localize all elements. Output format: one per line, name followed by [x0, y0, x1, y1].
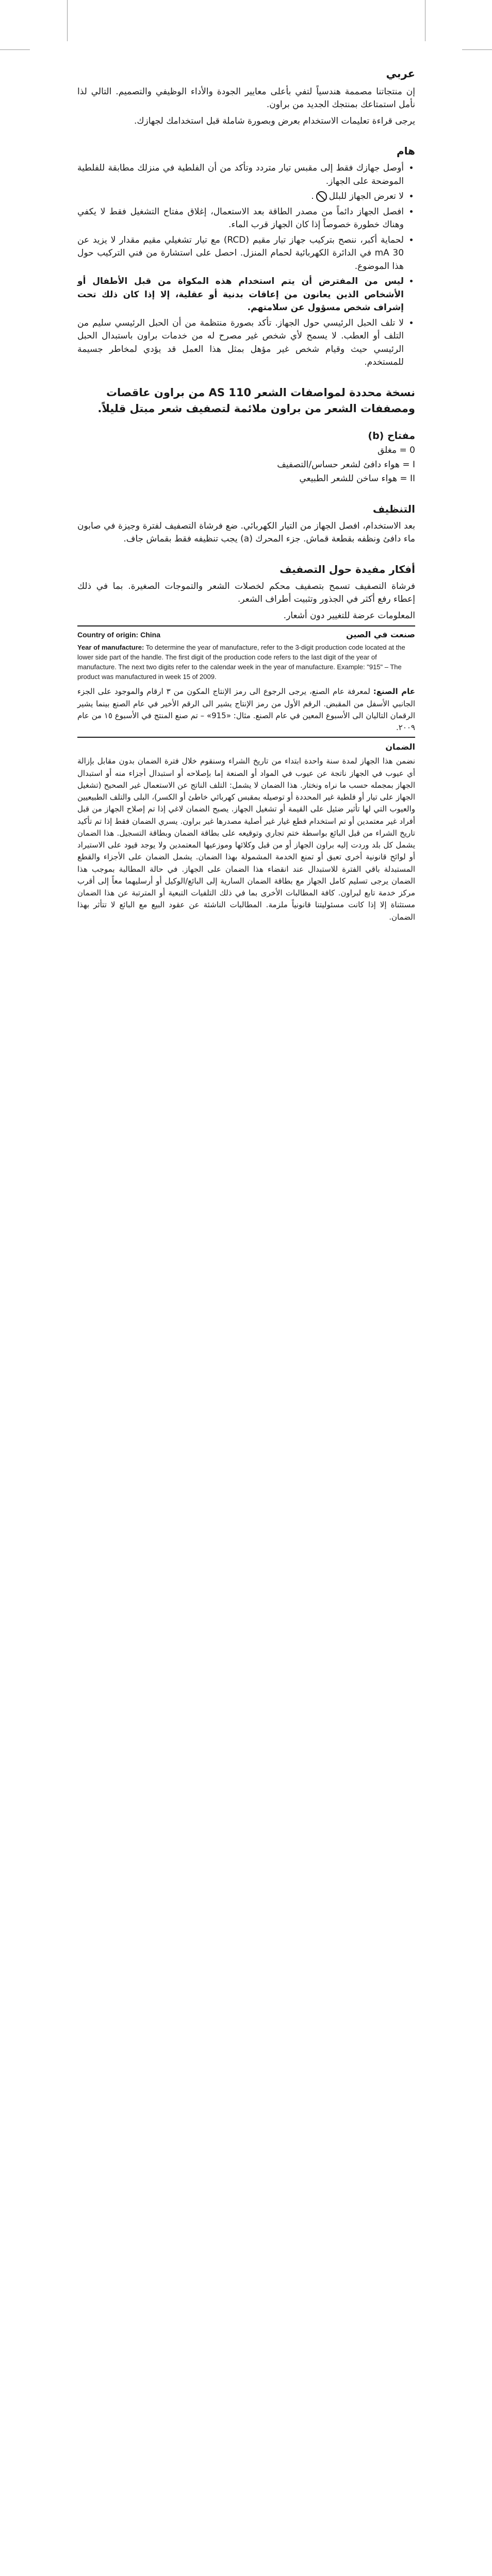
manual-page — [77, 66, 415, 926]
important-heading: هام — [396, 145, 415, 157]
crop-mark-top-right-h — [462, 49, 492, 50]
important-list — [77, 162, 415, 369]
crop-mark-top-left-h — [0, 49, 30, 50]
crop-mark-top-left — [67, 0, 68, 41]
important-item: • لحماية أكبر، ننصح بتركيب جهاز تيار مقيم (RCD) مع تيار تشغيلي مقيم مقدار لا يزيد عن 30 mA في الدائرة الكهربائية لحمام المنزل. احصل على استشارة من فني التركيب حول هذا الموضوع. — [77, 234, 404, 274]
origin-row — [77, 629, 415, 641]
switch-heading: مفتاح (b) — [368, 430, 415, 442]
important-item-text: لا تعرض الجهاز للبلل — [329, 191, 404, 201]
important-item: • لا تعرض الجهاز للبلل. — [77, 190, 404, 204]
important-item: • افصل الجهاز دائماً من مصدر الطاقة بعد الاستعمال، إغلاق مفتاح التشغيل فقط لا يكفي وهناك خطورة خصوصاً إذا كان الجهاز قرب الماء. — [77, 206, 404, 232]
no-water-icon — [316, 191, 327, 202]
important-item: • لا تلف الحبل الرئيسي حول الجهاز. تأكد بصورة منتظمة من أن الحبل الرئيسي سليم من التلف أو العطب. لا يسمح لأي شخص غير مصرح له من خدمات براون باستبدال الحبل الرئيسي حيث وقيام شخص غير مؤهل بمثل هذا العمل قد يؤدي لمخاطر جسيمة للمستخدم. — [77, 317, 404, 369]
tips-text: فرشاة التصفيف تسمح بتصفيف محكم لخصلات الشعر والتموجات الصغيرة. بما في ذلك إعطاء رفع أكثر في الجذور وتثبيت أطراف الشعر. — [77, 581, 415, 604]
manufacture-english-label: Year of manufacture: — [77, 643, 144, 651]
switch-row: II = هواء ساخن للشعر الطبيعي — [299, 473, 415, 484]
intro-paragraph-2: يرجى قراءة تعليمات الاستخدام بعرض وبصورة شاملة قبل استخدامك لجهازك. — [134, 115, 415, 126]
divider — [77, 737, 415, 738]
tips-heading: أفكار مفيدة حول التصفيف — [280, 563, 415, 575]
cleaning-heading: التنظيف — [372, 502, 415, 515]
model-title: نسخة محددة لمواصفات الشعر AS 110 من براون عاقصات ومصففات الشعر من براون ملائمة لتصفيف شعر مبتل قليلاً. — [97, 386, 415, 415]
manufacture-arabic-text: لمعرفة عام الصنع، يرجى الرجوع الى رمز الإنتاج المكون من ٣ ارقام والموجود على الجزء الجانبي الأسفل من المقبض. الرقم الأول من رمز الإنتاج يشير الى الرقم الأخير في عام الصنع بينما يشير الرقمان التاليان الى الأسبوع المعين في عام الصنع. مثال: «915» – تم صنع المنتج في الأسبوع ١٥ من عام ٢٠٠٩. — [77, 687, 416, 733]
cleaning-text: بعد الاستخدام، افصل الجهاز من التيار الكهربائي. ضع فرشاة التصفيف لفترة وجيزة في صابون ماء دافئ ونظفه بقطعة قماش. جزء المحرك (a) يجب تنظيفه فقط بقماش جاف. — [77, 520, 415, 544]
manufacture-arabic-label: عام الصنع: — [373, 687, 415, 697]
subject-to-change: المعلومات عرضة للتغيير دون أشعار. — [283, 610, 415, 621]
origin-arabic: صنعت في الصين — [346, 630, 415, 639]
important-item-children-warning: • ليس من المفترض أن يتم استخدام هذه المكواة من قبل الأطفال أو الأشخاص الذين يعانون من إعاقات بدنية أو عقلية، إلا إذا كان ذلك تحت إشراف شخص مسؤول عن سلامتهم. — [77, 275, 404, 315]
origin-english: Country of origin: China — [77, 631, 160, 639]
important-item: • أوصل جهازك فقط إلى مقبس تيار متردد وتأكد من أن الفلطية في منزلك مطابقة للفلطية الموضحة على الجهاز. — [77, 162, 404, 188]
warranty-text: نضمن هذا الجهاز لمدة سنة واحدة ابتداء من تاريخ الشراء وسنقوم خلال فترة الضمان بدون مقابل بإزالة أي عيوب في الجهاز ناتجة عن عيوب في المواد أو الصنعة إما بإصلاحه أو استبدال أجزاء منه أو استبدال الجهاز بمجمله حسب ما نراه ونختار. هذا الضمان لا يشمل: التلف الناتج عن الاستعمال غير الصحيح (تشغيل الجهاز على تيار أو فلطية غير المحددة أو توصيله بمقبس كهربائي خاطئ أو الكسر)، البلى والتلف الطبيعيين والعيوب التي لها تأثير ضئيل على القيمة أو تشغيل الجهاز. يصبح الضمان لاغي إذا تم إصلاح الجهاز من قبل أفراد غير معتمدين أو تم استخدام قطع غيار غير أصلية مصدرها غير براون. يسري الضمان فقط إذا تم تأكيد تاريخ الشراء من قبل البائع بواسطة ختم تجاري وتوقيعه على بطاقة الضمان وبطاقة التسجيل. هذا الضمان يشمل كل بلد وردت إليه براون الجهاز أو من قبل وكلائها وموزعيها المعتمدين ولا يوجد قيود على الاستيراد أو لوائح قانونية أخرى تعيق أو تمنع الخدمة المشمولة بهذا الضمان. يشمل الضمان على الأجزاء والقطع المستبدلة باقي الفترة للاستبدال عند انقضاء هذا الضمان على الجهاز. في حالة المطالبة بموجب هذا الضمان يرجى تسليم كامل الجهاز مع بطاقة الضمان السارية إلى البائع/الوكيل أو أرسليهما معاً إلى أقرب مركز خدمة تابع لبراون. كافة المطالبات الأخرى بما في ذلك التلفيات التبعية أو المترتبة عن هذا الضمان مستثناة إلا إذا كانت مسئوليتنا قانونياً ملزمة. المطالبات الناشئة عن عقود البيع مع البائع لا تتأثر بهذا الضمان. — [77, 756, 415, 922]
switch-row: I = هواء دافئ لشعر حساس/التصفيف — [277, 459, 415, 470]
switch-row: 0 = مغلق — [378, 445, 415, 455]
warranty-heading: الضمان — [385, 742, 415, 752]
divider — [77, 625, 415, 626]
manufacture-arabic — [77, 686, 415, 734]
manufacture-english — [77, 643, 415, 682]
language-heading: عربي — [386, 67, 415, 80]
intro-paragraph: إن منتجاتنا مصممة هندسياً لتفي بأعلى معايير الجودة والأداء الوظيفي والتصميم. التالي لذا نأمل استمتاعك بمنتجك الجديد من براون. — [77, 86, 415, 110]
manufacture-english-text: To determine the year of manufacture, refer to the 3-digit production code located at the lower side part of the handle. The first digit of the production code refers to the last digit of the year of manufacture. The next two digits refer to the calendar week in the year of manufacture. Example: "915" – The product was manufactured in week 15 of 2009. — [77, 643, 405, 681]
